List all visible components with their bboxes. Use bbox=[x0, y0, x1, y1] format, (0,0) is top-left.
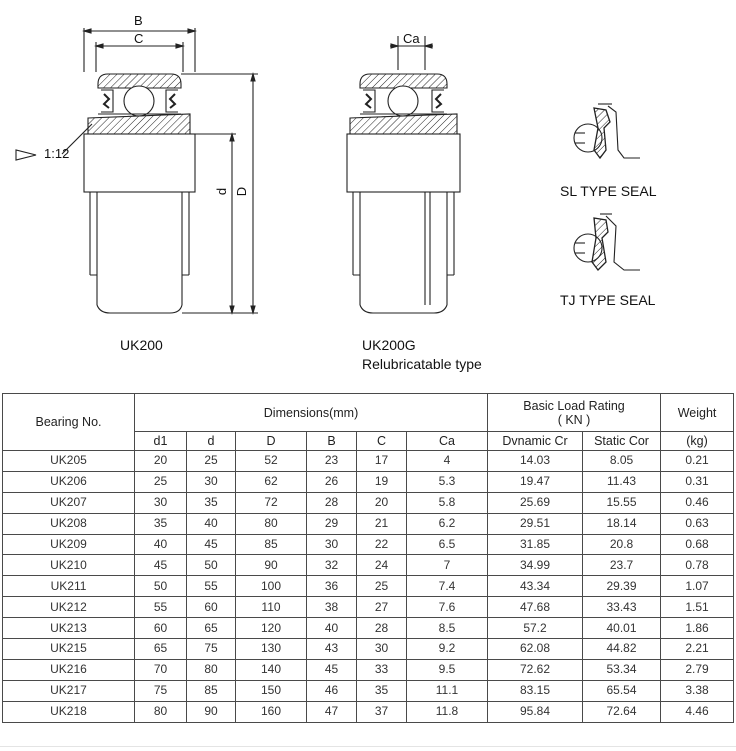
cell-w: 2.79 bbox=[661, 659, 734, 680]
cell-b: 30 bbox=[307, 534, 357, 555]
cell-d: 30 bbox=[187, 471, 236, 492]
header-big-d: D bbox=[236, 432, 307, 451]
cell-b: 28 bbox=[307, 492, 357, 513]
cell-cr: 62.08 bbox=[488, 639, 583, 660]
cell-b: 45 bbox=[307, 659, 357, 680]
cell-cor: 15.55 bbox=[583, 492, 661, 513]
cell-c: 22 bbox=[357, 534, 407, 555]
cell-ca: 11.1 bbox=[407, 680, 488, 701]
cell-cor: 44.82 bbox=[583, 639, 661, 660]
header-d: d bbox=[187, 432, 236, 451]
cell-c: 17 bbox=[357, 451, 407, 472]
cell-d: 45 bbox=[187, 534, 236, 555]
dimension-d-label: d bbox=[214, 187, 230, 196]
dimension-big-d-label: D bbox=[234, 186, 250, 197]
cell-d1: 70 bbox=[135, 659, 187, 680]
table-row bbox=[3, 534, 734, 555]
cell-c: 19 bbox=[357, 471, 407, 492]
cell-d: 35 bbox=[187, 492, 236, 513]
cell-c: 33 bbox=[357, 659, 407, 680]
cell-w: 0.68 bbox=[661, 534, 734, 555]
header-static-cor: Static Cor bbox=[583, 432, 661, 451]
cell-no: UK212 bbox=[3, 597, 135, 618]
uk200g-subcaption: Relubricatable type bbox=[362, 356, 482, 372]
table-row bbox=[3, 555, 734, 576]
cell-no: UK209 bbox=[3, 534, 135, 555]
cell-d1: 40 bbox=[135, 534, 187, 555]
cell-cor: 72.64 bbox=[583, 701, 661, 722]
cell-d1: 35 bbox=[135, 513, 187, 534]
cell-d1: 80 bbox=[135, 701, 187, 722]
header-bearing-no: Bearing No. bbox=[3, 394, 135, 451]
header-dynamic-cr: Dvnamic Cr bbox=[488, 432, 583, 451]
header-ca: Ca bbox=[407, 432, 488, 451]
cell-b: 38 bbox=[307, 597, 357, 618]
cell-cr: 57.2 bbox=[488, 618, 583, 639]
cell-no: UK208 bbox=[3, 513, 135, 534]
cell-c: 27 bbox=[357, 597, 407, 618]
header-kg: (kg) bbox=[661, 432, 734, 451]
cell-w: 1.51 bbox=[661, 597, 734, 618]
cell-cor: 23.7 bbox=[583, 555, 661, 576]
cell-cor: 8.05 bbox=[583, 451, 661, 472]
header-load-rating-line2: ( KN ) bbox=[557, 412, 591, 427]
cell-ca: 11.8 bbox=[407, 701, 488, 722]
cell-b: 47 bbox=[307, 701, 357, 722]
cell-d: 52 bbox=[236, 451, 307, 472]
cell-d: 80 bbox=[236, 513, 307, 534]
cell-no: UK211 bbox=[3, 576, 135, 597]
cell-d: 100 bbox=[236, 576, 307, 597]
sl-seal-caption: SL TYPE SEAL bbox=[560, 183, 657, 199]
cell-d: 130 bbox=[236, 639, 307, 660]
cell-cr: 29.51 bbox=[488, 513, 583, 534]
table-row bbox=[3, 701, 734, 722]
tj-seal-caption: TJ TYPE SEAL bbox=[560, 292, 656, 308]
cell-d: 85 bbox=[187, 680, 236, 701]
cell-no: UK207 bbox=[3, 492, 135, 513]
table-row bbox=[3, 451, 734, 472]
cell-b: 40 bbox=[307, 618, 357, 639]
cell-cr: 47.68 bbox=[488, 597, 583, 618]
uk200-drawing bbox=[16, 28, 258, 313]
cell-b: 36 bbox=[307, 576, 357, 597]
cell-no: UK213 bbox=[3, 618, 135, 639]
table-row bbox=[3, 618, 734, 639]
table-header-row-1 bbox=[3, 394, 734, 432]
cell-w: 1.07 bbox=[661, 576, 734, 597]
cell-w: 0.78 bbox=[661, 555, 734, 576]
cell-no: UK205 bbox=[3, 451, 135, 472]
cell-w: 1.86 bbox=[661, 618, 734, 639]
table-row bbox=[3, 471, 734, 492]
cell-d: 62 bbox=[236, 471, 307, 492]
cell-w: 4.46 bbox=[661, 701, 734, 722]
cell-cr: 31.85 bbox=[488, 534, 583, 555]
table-row bbox=[3, 639, 734, 660]
tj-seal-detail bbox=[574, 214, 640, 270]
cell-d: 150 bbox=[236, 680, 307, 701]
table-row bbox=[3, 576, 734, 597]
table-row bbox=[3, 597, 734, 618]
cell-w: 0.21 bbox=[661, 451, 734, 472]
cell-cor: 65.54 bbox=[583, 680, 661, 701]
cell-d1: 20 bbox=[135, 451, 187, 472]
cell-d1: 75 bbox=[135, 680, 187, 701]
cell-d: 50 bbox=[187, 555, 236, 576]
cell-d: 120 bbox=[236, 618, 307, 639]
cell-no: UK216 bbox=[3, 659, 135, 680]
cell-w: 0.31 bbox=[661, 471, 734, 492]
cell-c: 28 bbox=[357, 618, 407, 639]
header-load-rating bbox=[488, 394, 661, 432]
cell-b: 23 bbox=[307, 451, 357, 472]
cell-d1: 25 bbox=[135, 471, 187, 492]
cell-d: 110 bbox=[236, 597, 307, 618]
cell-ca: 7 bbox=[407, 555, 488, 576]
cell-d: 65 bbox=[187, 618, 236, 639]
cell-b: 29 bbox=[307, 513, 357, 534]
cell-c: 24 bbox=[357, 555, 407, 576]
cell-c: 37 bbox=[357, 701, 407, 722]
dimension-c-label: C bbox=[134, 31, 144, 46]
cell-ca: 5.8 bbox=[407, 492, 488, 513]
cell-b: 32 bbox=[307, 555, 357, 576]
cell-cr: 14.03 bbox=[488, 451, 583, 472]
cell-c: 30 bbox=[357, 639, 407, 660]
cell-cor: 11.43 bbox=[583, 471, 661, 492]
cell-w: 0.46 bbox=[661, 492, 734, 513]
cell-d: 160 bbox=[236, 701, 307, 722]
uk200g-drawing bbox=[347, 36, 460, 313]
cell-cor: 40.01 bbox=[583, 618, 661, 639]
header-c: C bbox=[357, 432, 407, 451]
cell-cr: 25.69 bbox=[488, 492, 583, 513]
table-row bbox=[3, 513, 734, 534]
cell-b: 46 bbox=[307, 680, 357, 701]
cell-b: 43 bbox=[307, 639, 357, 660]
cell-cr: 83.15 bbox=[488, 680, 583, 701]
header-load-rating-line1: Basic Load Rating bbox=[523, 398, 625, 413]
header-dimensions: Dimensions(mm) bbox=[135, 394, 488, 432]
cell-d1: 30 bbox=[135, 492, 187, 513]
cell-d: 75 bbox=[187, 639, 236, 660]
cell-d: 90 bbox=[236, 555, 307, 576]
cell-d: 90 bbox=[187, 701, 236, 722]
cell-no: UK210 bbox=[3, 555, 135, 576]
cell-c: 20 bbox=[357, 492, 407, 513]
cell-d: 72 bbox=[236, 492, 307, 513]
cell-d1: 50 bbox=[135, 576, 187, 597]
cell-cr: 72.62 bbox=[488, 659, 583, 680]
dimension-b-label: B bbox=[134, 13, 143, 28]
cell-cor: 18.14 bbox=[583, 513, 661, 534]
cell-ca: 9.2 bbox=[407, 639, 488, 660]
cell-d1: 55 bbox=[135, 597, 187, 618]
cell-d: 85 bbox=[236, 534, 307, 555]
cell-no: UK218 bbox=[3, 701, 135, 722]
table-body bbox=[3, 451, 734, 723]
cell-c: 21 bbox=[357, 513, 407, 534]
uk200g-caption: UK200G bbox=[362, 337, 416, 353]
header-d1: d1 bbox=[135, 432, 187, 451]
cell-no: UK217 bbox=[3, 680, 135, 701]
cell-d: 140 bbox=[236, 659, 307, 680]
cell-cor: 29.39 bbox=[583, 576, 661, 597]
table-row bbox=[3, 492, 734, 513]
cell-ca: 7.4 bbox=[407, 576, 488, 597]
cell-ca: 5.3 bbox=[407, 471, 488, 492]
sl-seal-detail bbox=[574, 104, 640, 158]
table-row bbox=[3, 680, 734, 701]
cell-c: 25 bbox=[357, 576, 407, 597]
cell-cr: 43.34 bbox=[488, 576, 583, 597]
cell-d: 60 bbox=[187, 597, 236, 618]
dimension-ca-label: Ca bbox=[403, 31, 420, 46]
cell-b: 26 bbox=[307, 471, 357, 492]
cell-w: 0.63 bbox=[661, 513, 734, 534]
table-row bbox=[3, 659, 734, 680]
cell-ca: 6.5 bbox=[407, 534, 488, 555]
cell-no: UK215 bbox=[3, 639, 135, 660]
cell-d: 40 bbox=[187, 513, 236, 534]
header-b: B bbox=[307, 432, 357, 451]
cell-w: 2.21 bbox=[661, 639, 734, 660]
cell-cor: 53.34 bbox=[583, 659, 661, 680]
bottom-divider bbox=[0, 746, 736, 747]
cell-no: UK206 bbox=[3, 471, 135, 492]
uk200-caption: UK200 bbox=[120, 337, 163, 353]
cell-d1: 45 bbox=[135, 555, 187, 576]
cell-w: 3.38 bbox=[661, 680, 734, 701]
cell-cr: 19.47 bbox=[488, 471, 583, 492]
cell-d: 25 bbox=[187, 451, 236, 472]
cell-d: 55 bbox=[187, 576, 236, 597]
cell-ca: 8.5 bbox=[407, 618, 488, 639]
cell-cor: 20.8 bbox=[583, 534, 661, 555]
cell-ca: 7.6 bbox=[407, 597, 488, 618]
cell-cor: 33.43 bbox=[583, 597, 661, 618]
cell-d1: 65 bbox=[135, 639, 187, 660]
cell-ca: 4 bbox=[407, 451, 488, 472]
cell-c: 35 bbox=[357, 680, 407, 701]
cell-cr: 95.84 bbox=[488, 701, 583, 722]
taper-ratio-label: 1:12 bbox=[44, 146, 70, 161]
cell-ca: 6.2 bbox=[407, 513, 488, 534]
cell-d1: 60 bbox=[135, 618, 187, 639]
cell-ca: 9.5 bbox=[407, 659, 488, 680]
bearing-spec-table bbox=[2, 393, 734, 723]
cell-cr: 34.99 bbox=[488, 555, 583, 576]
header-weight: Weight bbox=[661, 394, 734, 432]
cell-d: 80 bbox=[187, 659, 236, 680]
